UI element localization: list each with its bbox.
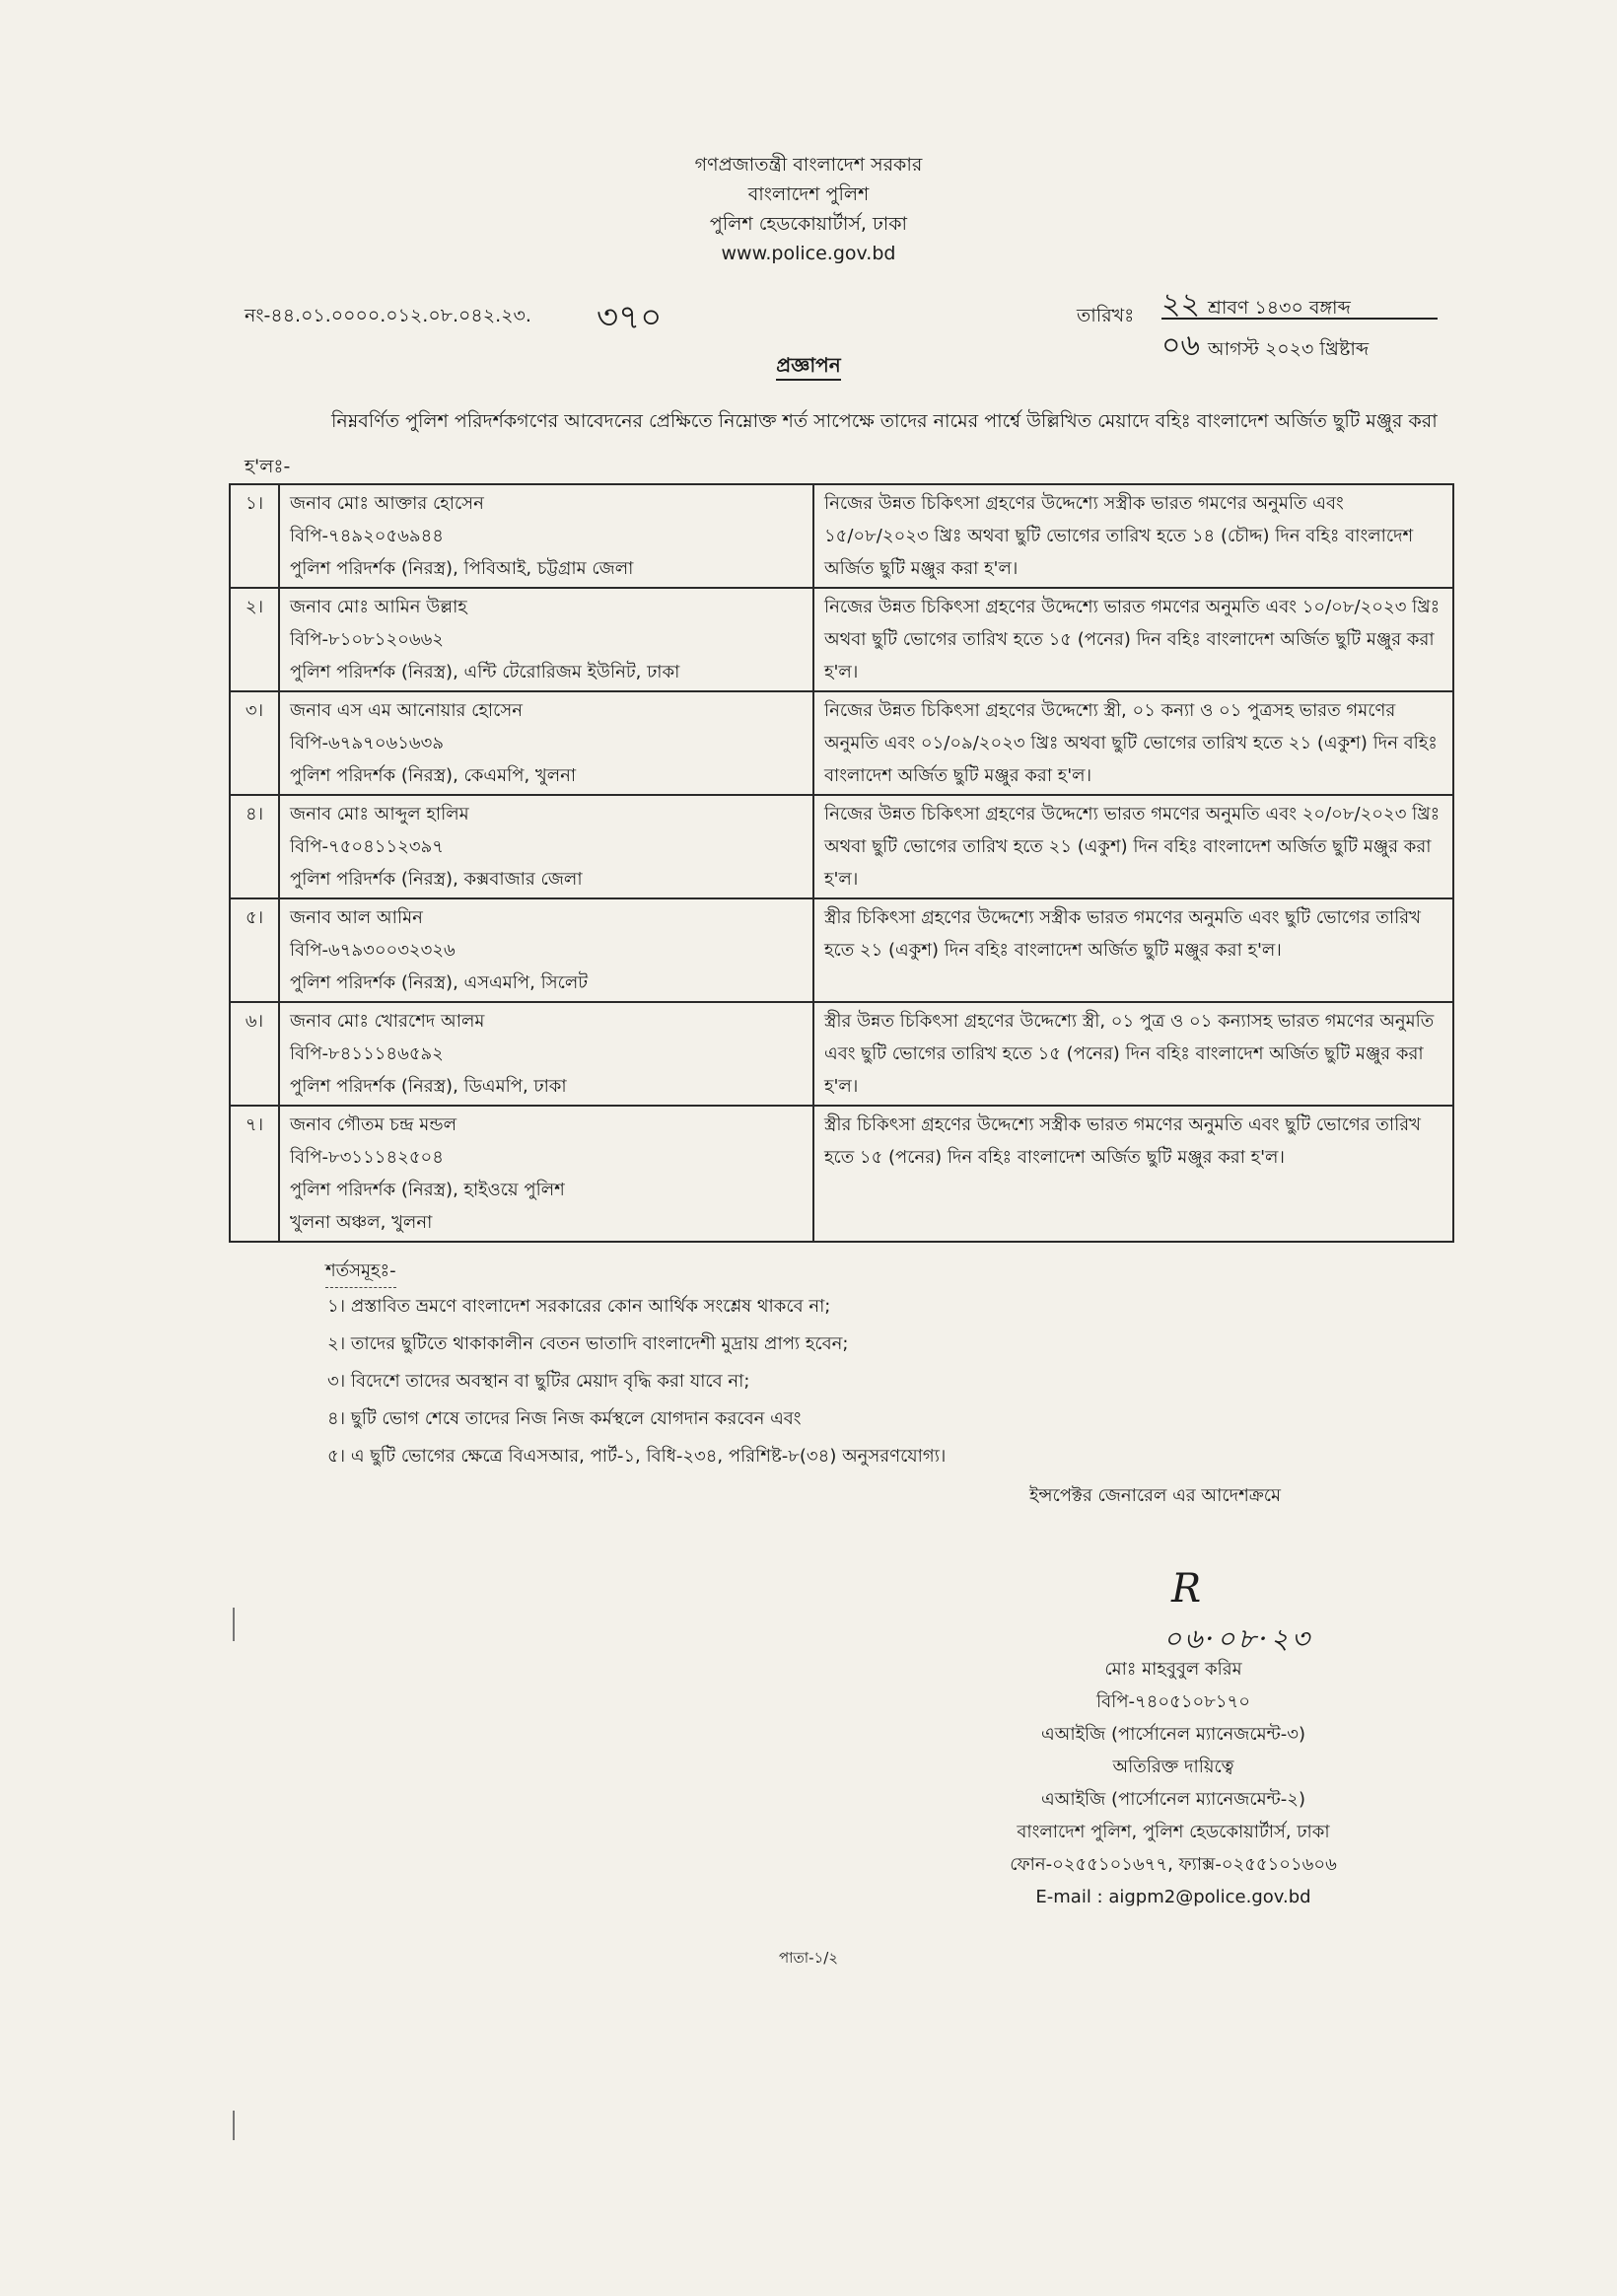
officer-cell — [279, 1002, 813, 1106]
government-name: গণপ্রজাতন্ত্রী বাংলাদেশ সরকার — [694, 154, 923, 176]
signatory-bp: বিপি-৭৪০৫১০৮১৭০ — [1096, 1691, 1250, 1712]
table-row — [230, 898, 1453, 1002]
officer-bp-number: বিপি-৭৪৯২০৫৬৯৪৪ — [290, 526, 444, 546]
serial-cell: ৪। — [230, 795, 279, 898]
condition-item: ৫। এ ছুটি ভোগের ক্ষেত্রে বিএসআর, পার্ট-১, বিধি-২৩৪, পরিশিষ্ট-৮(৩৪) অনুসরণযোগ্য। — [327, 1446, 947, 1467]
table-row — [230, 588, 1453, 691]
officer-name: জনাব মোঃ আক্তার হোসেন — [290, 493, 484, 514]
bangla-date — [1161, 280, 1438, 322]
letterhead — [552, 150, 1065, 268]
leave-table — [229, 483, 1454, 1243]
serial-cell: ৬। — [230, 1002, 279, 1106]
leave-detail-cell: স্ত্রীর চিকিৎসা গ্রহণের উদ্দেশ্যে সস্ত্রীক ভারত গমণের অনুমতি এবং ছুটি ভোগের তারিখ হতে ২১ (একুশ) দিন বহিঃ বাংলাদেশ অর্জিত ছুটি মঞ্জুর করা হ'ল। — [813, 898, 1453, 1002]
signature-date: ০৬·০৮·২৩ — [1163, 1622, 1312, 1655]
table-row — [230, 1106, 1453, 1242]
leave-detail-cell: নিজের উন্নত চিকিৎসা গ্রহণের উদ্দেশ্যে ভারত গমণের অনুমতি এবং ২০/০৮/২০২৩ খ্রিঃ অথবা ছুটি ভোগের তারিখ হতে ২১ (একুশ) দিন বহিঃ বাংলাদেশ অর্জিত ছুটি মঞ্জুর করা হ'ল। — [813, 795, 1453, 898]
notification-title: প্রজ্ঞাপন — [0, 351, 1617, 384]
date-label: তারিখঃ — [1077, 305, 1135, 326]
leave-detail-cell: স্ত্রীর উন্নত চিকিৎসা গ্রহণের উদ্দেশ্যে স্ত্রী, ০১ পুত্র ও ০১ কন্যাসহ ভারত গমণের অনুমতি এবং ছুটি ভোগের তারিখ হতে ১৫ (পনের) দিন বহিঃ বাংলাদেশ অর্জিত ছুটি মঞ্জুর করা হ'ল। — [813, 1002, 1453, 1106]
scan-edge-mark — [233, 2111, 235, 2140]
serial-cell: ২। — [230, 588, 279, 691]
officer-name: জনাব মোঃ খোরশেদ আলম — [290, 1011, 485, 1032]
scan-edge-mark — [233, 1608, 235, 1641]
table-row — [230, 691, 1453, 795]
officer-bp-number: বিপি-৭৫০৪১১২৩৯৭ — [290, 836, 444, 857]
officer-bp-number: বিপি-৬৭৯৭০৬১৬৩৯ — [290, 733, 444, 753]
table-row — [230, 1002, 1453, 1106]
signature-initial: R — [1171, 1566, 1202, 1612]
officer-post: পুলিশ পরিদর্শক (নিরস্ত্র), এসএমপি, সিলেট — [290, 972, 589, 993]
officer-name: জনাব এস এম আনোয়ার হোসেন — [290, 700, 524, 721]
officer-name: জনাব গৌতম চন্দ্র মন্ডল — [290, 1114, 457, 1135]
leave-detail-cell: স্ত্রীর চিকিৎসা গ্রহণের উদ্দেশ্যে সস্ত্রীক ভারত গমণের অনুমতি এবং ছুটি ভোগের তারিখ হতে ১৫ (পনের) দিন বহিঃ বাংলাদেশ অর্জিত ছুটি মঞ্জুর করা হ'ল। — [813, 1106, 1453, 1242]
signatory-phone: ফোন-০২৫৫১০১৬৭৭, ফ্যাক্স-০২৫৫১০১৬০৬ — [1010, 1854, 1337, 1875]
signatory-office: বাংলাদেশ পুলিশ, পুলিশ হেডকোয়ার্টার্স, ঢাকা — [1017, 1822, 1330, 1842]
order-line: ইন্সপেক্টর জেনারেল এর আদেশক্রমে — [1029, 1485, 1282, 1506]
officer-cell — [279, 795, 813, 898]
officer-name: জনাব আল আমিন — [290, 907, 423, 928]
signatory-email[interactable]: E-mail : aigpm2@police.gov.bd — [1035, 1887, 1311, 1907]
officer-name: জনাব মোঃ আব্দুল হালিম — [290, 804, 469, 825]
officer-post: পুলিশ পরিদর্শক (নিরস্ত্র), পিবিআই, চট্টগ্রাম জেলা — [290, 558, 634, 579]
leave-detail-cell: নিজের উন্নত চিকিৎসা গ্রহণের উদ্দেশ্যে ভারত গমণের অনুমতি এবং ১০/০৮/২০২৩ খ্রিঃ অথবা ছুটি ভোগের তারিখ হতে ১৫ (পনের) দিন বহিঃ বাংলাদেশ অর্জিত ছুটি মঞ্জুর করা হ'ল। — [813, 588, 1453, 691]
officer-bp-number: বিপি-৮১০৮১২০৬৬২ — [290, 629, 444, 650]
memo-handwritten-number: ৩৭০ — [597, 298, 663, 337]
english-date-day: ০৬ — [1161, 328, 1201, 363]
officer-cell — [279, 1106, 813, 1242]
officer-post: পুলিশ পরিদর্শক (নিরস্ত্র), হাইওয়ে পুলিশ — [290, 1180, 565, 1200]
conditions-list — [327, 1288, 946, 1475]
officer-bp-number: বিপি-৮৪১১১৪৬৫৯২ — [290, 1043, 444, 1064]
officer-name: জনাব মোঃ আমিন উল্লাহ — [290, 597, 467, 617]
leave-detail-cell: নিজের উন্নত চিকিৎসা গ্রহণের উদ্দেশ্যে স্ত্রী, ০১ কন্যা ও ০১ পুত্রসহ ভারত গমণের অনুমতি এবং ০১/০৯/২০২৩ খ্রিঃ অথবা ছুটি ভোগের তারিখ হতে ২১ (একুশ) দিন বহিঃ বাংলাদেশ অর্জিত ছুটি মঞ্জুর করা হ'ল। — [813, 691, 1453, 795]
officer-cell — [279, 588, 813, 691]
serial-cell: ৭। — [230, 1106, 279, 1242]
officer-cell — [279, 691, 813, 795]
condition-item: ৪। ছুটি ভোগ শেষে তাদের নিজ নিজ কর্মস্থলে যোগদান করবেন এবং — [327, 1408, 802, 1429]
signatory-additional: অতিরিক্ত দায়িত্বে — [1112, 1757, 1234, 1777]
department-name: বাংলাদেশ পুলিশ — [747, 183, 870, 205]
table-row — [230, 484, 1453, 588]
officer-post: পুলিশ পরিদর্শক (নিরস্ত্র), কেএমপি, খুলনা — [290, 765, 577, 786]
officer-cell — [279, 484, 813, 588]
conditions-title: শর্তসমূহঃ- — [325, 1256, 396, 1288]
leave-detail-cell: নিজের উন্নত চিকিৎসা গ্রহণের উদ্দেশ্যে সস্ত্রীক ভারত গমণের অনুমতি এবং ১৫/০৮/২০২৩ খ্রিঃ অথবা ছুটি ভোগের তারিখ হতে ১৪ (চৌদ্দ) দিন বহিঃ বাংলাদেশ অর্জিত ছুটি মঞ্জুর করা হ'ল। — [813, 484, 1453, 588]
officer-post-continued: খুলনা অঞ্চল, খুলনা — [290, 1212, 433, 1233]
serial-cell: ৫। — [230, 898, 279, 1002]
officer-cell — [279, 898, 813, 1002]
signatory-designation-2: এআইজি (পার্সোনেল ম্যানেজমেন্ট-২) — [1040, 1789, 1306, 1810]
page-number: পাতা-১/২ — [778, 1949, 839, 1967]
officer-post: পুলিশ পরিদর্শক (নিরস্ত্র), কক্সবাজার জেলা — [290, 869, 583, 890]
office-name: পুলিশ হেডকোয়ার্টার্স, ঢাকা — [709, 213, 908, 235]
serial-cell: ১। — [230, 484, 279, 588]
english-date-text: আগস্ট ২০২৩ খ্রিষ্টাব্দ — [1208, 338, 1370, 360]
officer-bp-number: বিপি-৮৩১১১৪২৫০৪ — [290, 1147, 444, 1168]
serial-cell: ৩। — [230, 691, 279, 795]
officer-post: পুলিশ পরিদর্শক (নিরস্ত্র), ডিএমপি, ঢাকা — [290, 1076, 567, 1097]
signatory-name: মোঃ মাহবুবুল করিম — [1104, 1659, 1242, 1680]
signatory-designation: এআইজি (পার্সোনেল ম্যানেজমেন্ট-৩) — [1040, 1724, 1306, 1745]
signatory-block — [927, 1653, 1420, 1913]
bangla-date-text: শ্রাবণ ১৪৩০ বঙ্গাব্দ — [1208, 297, 1351, 319]
bangla-date-day: ২২ — [1161, 287, 1201, 322]
intro-paragraph: নিম্নবর্ণিত পুলিশ পরিদর্শকগণের আবেদনের প্রেক্ষিতে নিম্নোক্ত শর্ত সাপেক্ষে তাদের নামের পার্শ্বে উল্লিখিত মেয়াদে বহিঃ বাংলাদেশ অর্জিত ছুটি মঞ্জুর করা হ'লঃ- — [245, 410, 1438, 477]
table-row — [230, 795, 1453, 898]
officer-post: পুলিশ পরিদর্শক (নিরস্ত্র), এন্টি টেরোরিজম ইউনিট, ঢাকা — [290, 662, 680, 682]
condition-item: ৩। বিদেশে তাদের অবস্থান বা ছুটির মেয়াদ বৃদ্ধি করা যাবে না; — [327, 1371, 750, 1392]
condition-item: ১। প্রস্তাবিত ভ্রমণে বাংলাদেশ সরকারের কোন আর্থিক সংশ্লেষ থাকবে না; — [327, 1296, 831, 1317]
memo-number: নং-৪৪.০১.০০০০.০১২.০৮.০৪২.২৩. — [245, 305, 531, 326]
date-block — [1161, 280, 1438, 363]
website-link[interactable]: www.police.gov.bd — [721, 243, 896, 264]
officer-bp-number: বিপি-৬৭৯৩০০৩২৩২৬ — [290, 940, 456, 961]
condition-item: ২। তাদের ছুটিতে থাকাকালীন বেতন ভাতাদি বাংলাদেশী মুদ্রায় প্রাপ্য হবেন; — [327, 1333, 849, 1354]
